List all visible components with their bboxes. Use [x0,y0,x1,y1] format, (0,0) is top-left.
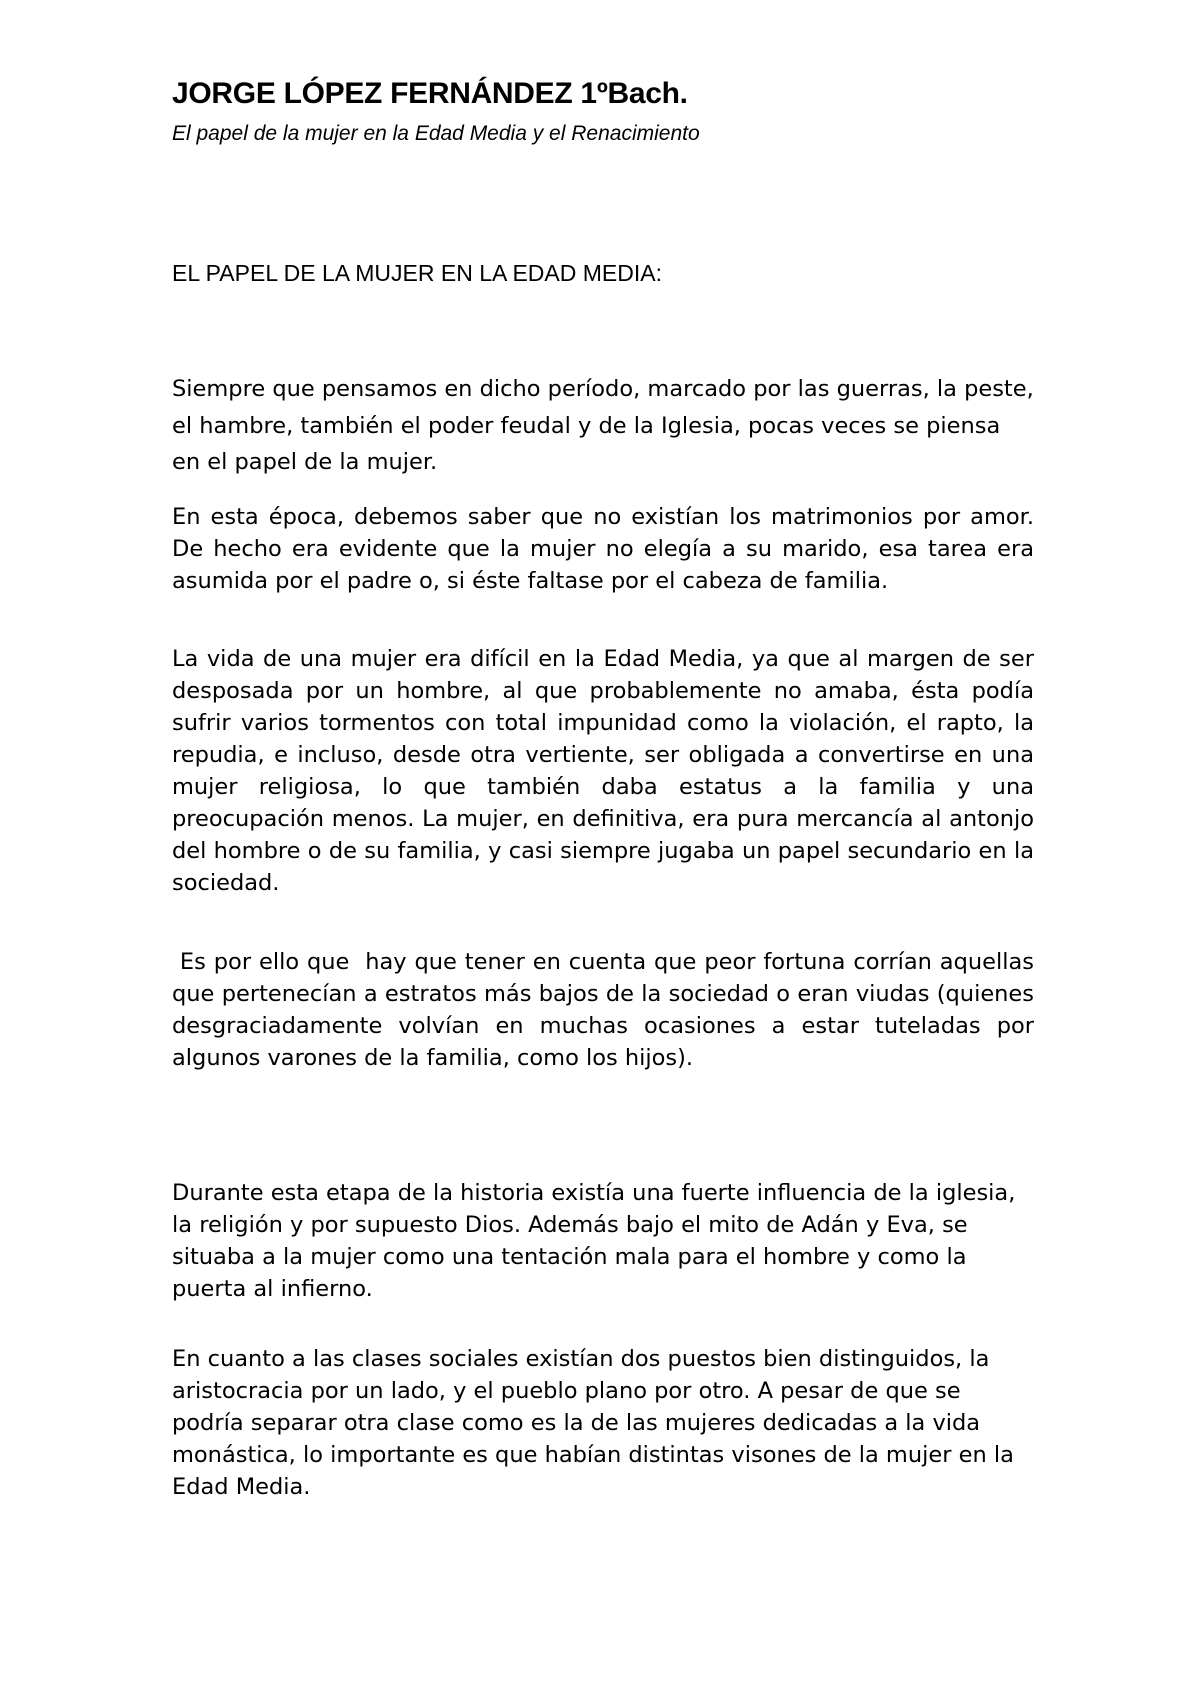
paragraph-marriage: En esta época, debemos saber que no existían los matrimonios por amor. De hecho era evidente que la mujer no elegía a su marido, esa tarea era asumida por el padre o, si éste faltase por el cabeza de familia. [172,504,1034,594]
paragraph-intro: Siempre que pensamos en dicho período, marcado por las guerras, la peste, el hambre, también el poder feudal y de la Iglesia, pocas veces se piensa en el papel de la mujer. [172,376,1034,475]
author-name: JORGE LÓPEZ FERNÁNDEZ 1ºBach. [172,77,688,110]
paragraph-church-influence: Durante esta etapa de la historia existía una fuerte influencia de la iglesia, la religión y por supuesto Dios. Además bajo el mito de Adán y Eva, se situaba a la mujer como una tentación mala para el hombre y como la puerta al infierno. [172,1180,1016,1302]
paragraph-social-classes: En cuanto a las clases sociales existían dos puestos bien distinguidos, la aristocracia por un lado, y el pueblo plano por otro. A pesar de que se podría separar otra clase como es la de las mujeres dedicadas a la vida monástica, lo importante es que habían distintas visones de la mujer en la Edad Media. [172,1346,1014,1500]
document-subtitle: El papel de la mujer en la Edad Media y el Renacimiento [172,122,700,145]
paragraph-hardship: La vida de una mujer era difícil en la Edad Media, ya que al margen de ser desposada por un hombre, al que probablemente no amaba, ésta podía sufrir varios tormentos con total impunidad como la violación, el rapto, la repudia, e incluso, desde otra vertiente, ser obligada a convertirse en una mujer religiosa, lo que también daba estatus a la familia y una preocupación menos. La mujer, en definitiva, era pura mercancía al antonjo del hombre o de su familia, y casi siempre jugaba un papel secundario en la sociedad. [172,646,1034,896]
section-heading: EL PAPEL DE LA MUJER EN LA EDAD MEDIA: [172,260,662,286]
paragraph-lower-classes: Es por ello que hay que tener en cuenta que peor fortuna corrían aquellas que pertenecían a estratos más bajos de la sociedad o eran viudas (quienes desgraciadamente volvían en muchas ocasiones a estar tuteladas por algunos varones de la familia, como los hijos). [172,949,1042,1071]
